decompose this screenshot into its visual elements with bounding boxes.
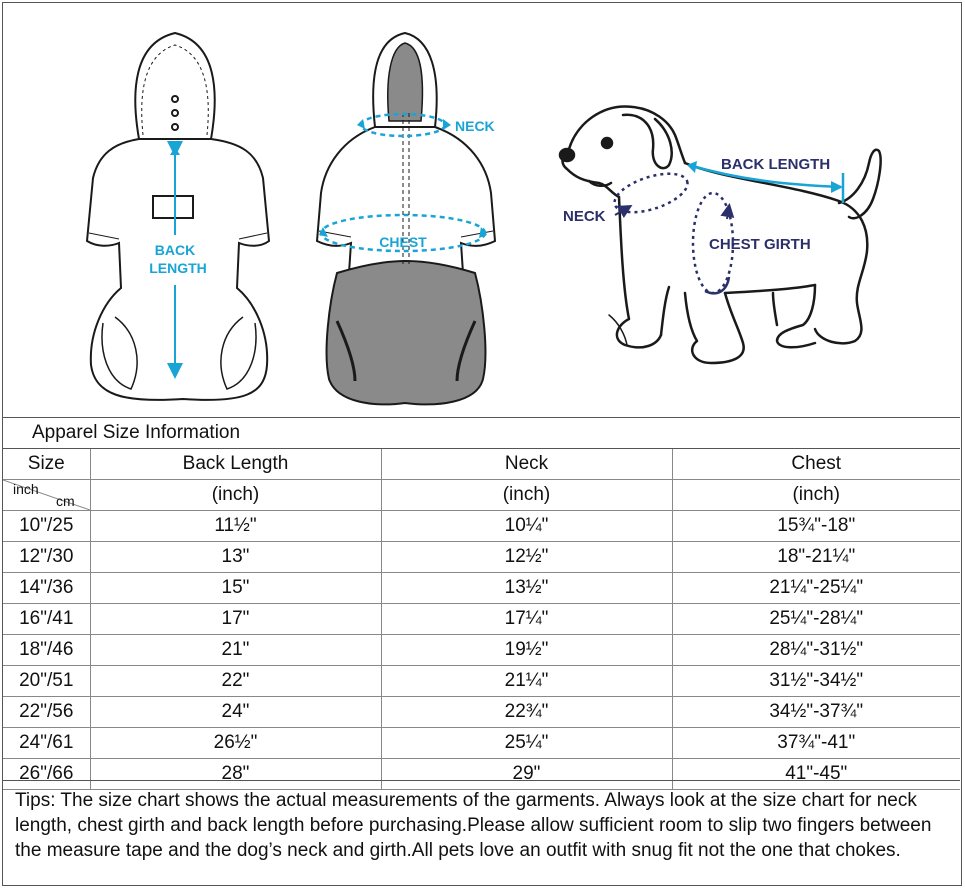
unit-chest: (inch): [672, 480, 960, 511]
unit-size-cell: [3, 480, 90, 511]
back-length-cell: 17": [90, 604, 381, 635]
size-cell: 14"/36: [3, 573, 90, 604]
table-row: [3, 728, 960, 759]
neck-cell: 22¾": [381, 697, 672, 728]
header-size: Size: [3, 449, 90, 480]
size-chart-sheet: [2, 2, 962, 886]
size-cell: 16"/41: [3, 604, 90, 635]
chest-cell: 15¾"-18": [672, 511, 960, 542]
chest-cell: 25¼"-28¼": [672, 604, 960, 635]
table-row: [3, 635, 960, 666]
chest-cell: 28¼"-31½": [672, 635, 960, 666]
dog-label-neck: NECK: [563, 208, 606, 225]
unit-cm: cm: [56, 493, 75, 509]
back-length-cell: 15": [90, 573, 381, 604]
front-label-back: BACK: [154, 242, 196, 258]
neck-cell: 13½": [381, 573, 672, 604]
size-cell: 10"/25: [3, 511, 90, 542]
table-unit-row: [3, 480, 960, 511]
back-length-cell: 24": [90, 697, 381, 728]
size-cell: 18"/46: [3, 635, 90, 666]
header-chest: Chest: [672, 449, 960, 480]
back-view-garment: [317, 33, 495, 404]
chest-cell: 18"-21¼": [672, 542, 960, 573]
size-table: [3, 449, 960, 790]
neck-cell: 19½": [381, 635, 672, 666]
chest-cell: 31½"-34½": [672, 666, 960, 697]
size-cell: 26"/66: [3, 759, 90, 790]
section-title: Apparel Size Information: [3, 417, 960, 449]
table-row: [3, 511, 960, 542]
dog-illustration: [560, 106, 881, 363]
illustration-panel: [3, 3, 960, 418]
neck-cell: 12½": [381, 542, 672, 573]
header-neck: Neck: [381, 449, 672, 480]
neck-cell: 25¼": [381, 728, 672, 759]
header-back-length: Back Length: [90, 449, 381, 480]
neck-cell: 10¼": [381, 511, 672, 542]
size-cell: 24"/61: [3, 728, 90, 759]
neck-cell: 29": [381, 759, 672, 790]
dog-neck-measure: [610, 166, 692, 220]
back-length-cell: 21": [90, 635, 381, 666]
back-length-cell: 13": [90, 542, 381, 573]
front-label-length: LENGTH: [149, 260, 207, 276]
front-view-garment: [87, 33, 269, 400]
back-length-cell: 28": [90, 759, 381, 790]
tips-text: Tips: The size chart shows the actual measurements of the garments. Always look at the size chart for neck length, chest girth and back length before purchasing.Please allow sufficient room to slip two fingers between the measure tape and the dog’s neck and girth.All pets love an outfit with snug fit not the one that chokes.: [3, 780, 960, 863]
size-cell: 22"/56: [3, 697, 90, 728]
chest-cell: 41"-45": [672, 759, 960, 790]
unit-neck: (inch): [381, 480, 672, 511]
unit-inch: inch: [13, 481, 39, 497]
back-length-cell: 22": [90, 666, 381, 697]
garment-diagrams: [3, 3, 960, 417]
back-length-cell: 26½": [90, 728, 381, 759]
chest-cell: 37¾"-41": [672, 728, 960, 759]
table-header-row: [3, 449, 960, 480]
table-row: [3, 604, 960, 635]
table-row: [3, 697, 960, 728]
unit-back: (inch): [90, 480, 381, 511]
table-row: [3, 573, 960, 604]
dog-label-back-length: BACK LENGTH: [721, 156, 831, 173]
size-cell: 20"/51: [3, 666, 90, 697]
chest-cell: 34½"-37¾": [672, 697, 960, 728]
neck-cell: 17¼": [381, 604, 672, 635]
size-cell: 12"/30: [3, 542, 90, 573]
back-length-cell: 11½": [90, 511, 381, 542]
neck-cell: 21¼": [381, 666, 672, 697]
table-row: [3, 666, 960, 697]
table-row: [3, 542, 960, 573]
back-label-chest: CHEST: [379, 234, 427, 250]
chest-cell: 21¼"-25¼": [672, 573, 960, 604]
dog-label-chest-girth: CHEST GIRTH: [709, 236, 811, 253]
back-label-neck: NECK: [455, 118, 495, 134]
